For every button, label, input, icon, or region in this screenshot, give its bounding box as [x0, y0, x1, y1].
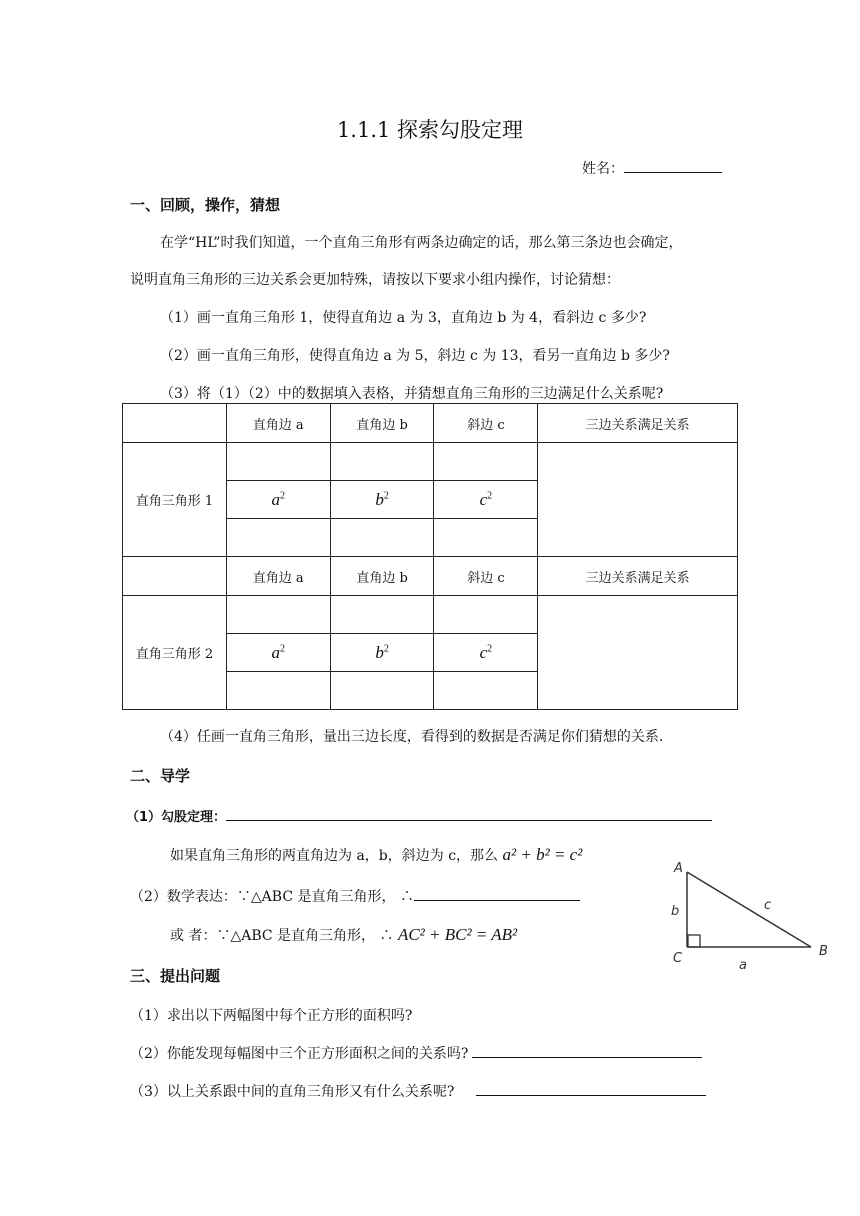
- header-cell: 斜边 c: [434, 557, 538, 596]
- square-cell: $a^2$: [226, 634, 330, 672]
- name-blank[interactable]: [624, 158, 722, 173]
- table-header-row: [123, 557, 738, 596]
- right-angle-mark: [688, 935, 700, 947]
- square-cell: $a^2$: [226, 481, 330, 519]
- table-row: [123, 443, 738, 481]
- expression-blank[interactable]: [414, 886, 580, 901]
- input-cell[interactable]: [226, 596, 330, 634]
- section2-heading: 二、导学: [130, 767, 191, 785]
- question-2-row: [130, 1043, 702, 1063]
- section1-heading: 一、回顾，操作，猜想: [130, 196, 281, 214]
- square-cell: $b^2$: [330, 634, 434, 672]
- row-label: 直角三角形 1: [123, 443, 227, 557]
- task-1: （1）画一直角三角形 1，使得直角边 a 为 3，直角边 b 为 4，看斜边 c 多少?: [160, 310, 647, 326]
- input-cell[interactable]: [330, 443, 434, 481]
- alternative-label: 或 者：∵△ABC 是直角三角形， ∴: [170, 928, 394, 944]
- table-row: [123, 596, 738, 634]
- header-cell: 三边关系满足关系: [538, 404, 738, 443]
- task-3: （3）将（1）（2）中的数据填入表格，并猜想直角三角形的三边满足什么关系呢?: [160, 386, 664, 402]
- input-cell[interactable]: [226, 672, 330, 710]
- task-2: （2）画一直角三角形，使得直角边 a 为 5，斜边 c 为 13，看另一直角边 b 多少?: [160, 348, 670, 364]
- data-table: [122, 403, 738, 710]
- input-cell[interactable]: [434, 443, 538, 481]
- input-cell[interactable]: [434, 519, 538, 557]
- square-cell: $b^2$: [330, 481, 434, 519]
- question-2: （2）你能发现每幅图中三个正方形面积之间的关系吗?: [130, 1046, 469, 1062]
- side-c-label: c: [764, 898, 772, 913]
- side-a-label: a: [739, 958, 747, 972]
- input-cell[interactable]: [434, 596, 538, 634]
- square-cell: $c^2$: [434, 634, 538, 672]
- table-header-row: [123, 404, 738, 443]
- question-3: （3）以上关系跟中间的直角三角形又有什么关系呢?: [130, 1084, 455, 1100]
- row-label: 直角三角形 2: [123, 596, 227, 710]
- side-ab: [687, 872, 811, 947]
- input-cell[interactable]: [330, 672, 434, 710]
- input-cell[interactable]: [434, 672, 538, 710]
- name-field: [582, 158, 722, 178]
- theorem-statement: [170, 845, 582, 865]
- square-cell: $c^2$: [434, 481, 538, 519]
- name-label: 姓名：: [582, 161, 624, 177]
- question-2-blank[interactable]: [472, 1043, 702, 1058]
- header-cell: 直角边 a: [226, 404, 330, 443]
- theorem-blank[interactable]: [226, 806, 712, 821]
- table-cell: [123, 557, 227, 596]
- theorem-row: [126, 806, 712, 825]
- theorem-label: （1）勾股定理：: [126, 810, 227, 825]
- intro-line-2: 说明直角三角形的三边关系会更加特殊，请按以下要求小组内操作，讨论猜想：: [130, 272, 620, 288]
- section3-heading: 三、提出问题: [130, 967, 221, 985]
- page-title: 1.1.1 探索勾股定理: [336, 118, 524, 142]
- alternative-formula: AC² + BC² = AB²: [397, 925, 518, 944]
- intro-line-1: 在学“HL”时我们知道，一个直角三角形有两条边确定的话，那么第三条边也会确定，: [160, 235, 683, 251]
- header-cell: 直角边 b: [330, 557, 434, 596]
- question-3-blank[interactable]: [476, 1081, 706, 1096]
- header-cell: 直角边 a: [226, 557, 330, 596]
- theorem-text: 如果直角三角形的两直角边为 a，b，斜边为 c，那么: [170, 848, 499, 864]
- input-cell[interactable]: [330, 519, 434, 557]
- input-cell[interactable]: [226, 443, 330, 481]
- header-cell: 斜边 c: [434, 404, 538, 443]
- input-cell[interactable]: [330, 596, 434, 634]
- header-cell: 直角边 b: [330, 404, 434, 443]
- table-cell: [123, 404, 227, 443]
- header-cell: 三边关系满足关系: [538, 557, 738, 596]
- right-triangle-figure: [660, 852, 840, 972]
- theorem-formula: a² + b² = c²: [502, 845, 583, 864]
- question-1: （1）求出以下两幅图中每个正方形的面积吗?: [130, 1008, 413, 1024]
- vertex-c-label: C: [673, 951, 683, 966]
- relation-cell[interactable]: [538, 443, 738, 557]
- relation-cell[interactable]: [538, 596, 738, 710]
- question-3-row: [130, 1081, 706, 1101]
- side-b-label: b: [671, 904, 680, 919]
- vertex-a-label: A: [674, 861, 683, 876]
- input-cell[interactable]: [226, 519, 330, 557]
- math-expression-row: [130, 886, 580, 906]
- task-4: （4）任画一直角三角形，量出三边长度，看得到的数据是否满足你们猜想的关系.: [160, 729, 664, 745]
- vertex-b-label: B: [819, 944, 828, 959]
- expression-label: （2）数学表达：∵△ABC 是直角三角形， ∴: [130, 889, 414, 905]
- alternative-row: [170, 925, 517, 945]
